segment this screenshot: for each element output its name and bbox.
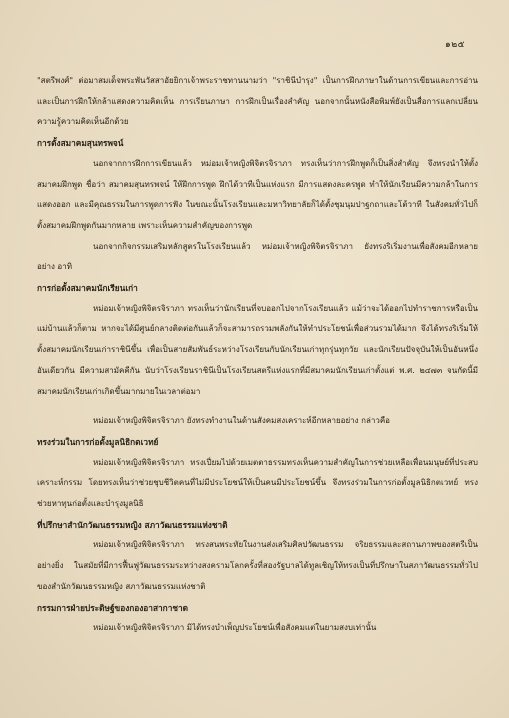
paragraph: หม่อมเจ้าหญิงพิจิตรจิราภา ยังทรงทำงานในด้านสังคมสงเคราะห์อีกหลายอย่าง กล่าวคือ [93,416,390,426]
page-body [37,71,478,639]
section-heading: ที่ปรึกษาสำนักวัฒนธรรมหญิง สภาวัฒนธรรมแห่งชาติ [37,519,228,530]
section-heading: การก่อตั้งสมาคมนักเรียนเก่า [37,283,138,294]
section-heading: ทรงร่วมในการก่อตั้งมูลนิธิกตเวทย์ [37,436,159,447]
paragraph: หม่อมเจ้าหญิงพิจิตรจิราภา มิได้ทรงบำเพ็ญประโยชน์เพื่อสังคมแต่ในยามสงบเท่านั้น [93,623,377,633]
section-heading: กรรมการฝ่ายประดิษฐ์ของกองอาสากาชาด [37,602,189,613]
paragraph: "สตรีพงศ์" ต่อมาสมเด็จพระพันวัสสาอัยยิกาเจ้าพระราชทานนามว่า "ราชินีบำรุง" เป็นการฝึกภาษาในด้านการเขียนและการอ่าน และเป็นการฝึกให้กล้าแสดงความคิดเห็น การเรียนภาษา การฝึกเป็นเรื่องสำคัญ นอกจากนั้นหนังสือพิมพ์ยังเป็นสื่อการแลกเปลี่ยนความรู้ความคิดเห็นอีกด้วย [37,76,478,127]
section-heading: การตั้งสมาคมสุนทรพจน์ [37,138,124,149]
paragraph: นอกจากการฝึกการเขียนแล้ว หม่อมเจ้าหญิงพิจิตรจิราภา ทรงเห็นว่าการฝึกพูดก็เป็นสิ่งสำคัญ จึงทรงนำให้ตั้งสมาคมฝึกพูด ชื่อว่า สมาคมสุนทรพจน์ ให้ฝึกการพูด ฝึกได้วาทีเป็นแห่งแรก มีการแสดงละครพูด ทำให้นักเรียนมีความกล้าในการแสดงออก และมีคุณธรรมในการพูดการฟัง ในขณะนั้นโรงเรียนและมหาวิทยาลัยก็ได้ตั้งชุมนุมปาฐกถาและโต้วาที ในสังคมทั่วไปก็ตั้งสมาคมฝึกพูดกันมากหลาย เพราะเห็นความสำคัญของการพูด [37,158,478,230]
paragraph: นอกจากกิจกรรมเสริมหลักสูตรในโรงเรียนแล้ว หม่อมเจ้าหญิงพิจิตรจิราภา ยังทรงริเริ่มงานเพื่อสังคมอีกหลายอย่าง อาทิ [37,241,478,272]
paragraph: หม่อมเจ้าหญิงพิจิตรจิราภา ทรงเห็นว่านักเรียนที่จบออกไปจากโรงเรียนแล้ว แม้ว่าจะได้ออกไปทำราชการหรือเป็นแม่บ้านแล้วก็ตาม หากจะได้มีศูนย์กลางติดต่อกันแล้วก็จะสามารถรวมพลังกันให้ทำประโยชน์เพื่อส่วนรวมได้มาก จึงได้ทรงริเริ่มให้ตั้งสมาคมนักเรียนเก่าราชินีขึ้น เพื่อเป็นสายสัมพันธ์ระหว่างโรงเรียนกับนักเรียนเก่าทุกรุ่นทุกวัย และนักเรียนปัจจุบันให้เป็นอันหนึ่งอันเดียวกัน มีความสามัคคีกัน นับว่าโรงเรียนราชินีเป็นโรงเรียนสตรีแห่งแรกที่มีสมาคมนักเรียนเก่าตั้งแต่ พ.ศ. ๒๔๗๓ จนกัดนี้มีสมาคมนักเรียนเก่าเกิดขึ้นมากมายในเวลาต่อมา [37,303,478,396]
paragraph: หม่อมเจ้าหญิงพิจิตรจิราภา ทรงสนพระทัยในงานส่งเสริมศิลปวัฒนธรรม จริยธรรมและสถานภาพของสตรีเป็นอย่างยิ่ง ในสมัยที่มีการฟื้นฟูวัฒนธรรมระหว่างสงครามโลกครั้งที่สองรัฐบาลได้ทูลเชิญให้ทรงเป็นที่ปรึกษาในสภาวัฒนธรรมทั่วไปของสำนักวัฒนธรรมหญิง สภาวัฒนธรรมแห่งชาติ [37,540,478,591]
spacer [37,402,478,411]
paragraph: หม่อมเจ้าหญิงพิจิตรจิราภา ทรงเปี่ยมไปด้วยเมตตาธรรมทรงเห็นความสำคัญในการช่วยเหลือเพื่อนมนุษย์ที่ประสบเคราะห์กรรม โดยทรงเห็นว่าช่วยชุบชีวิตคนที่ไม่มีประโยชน์ให้เป็นคนมีประโยชน์ขึ้น จึงทรงร่วมในการก่อตั้งมูลนิธิกตเวทย์ ทรงช่วยหาทุนก่อตั้งและบำรุงมูลนิธิ [37,457,478,509]
page-number: ๑๒๕ [445,40,465,50]
